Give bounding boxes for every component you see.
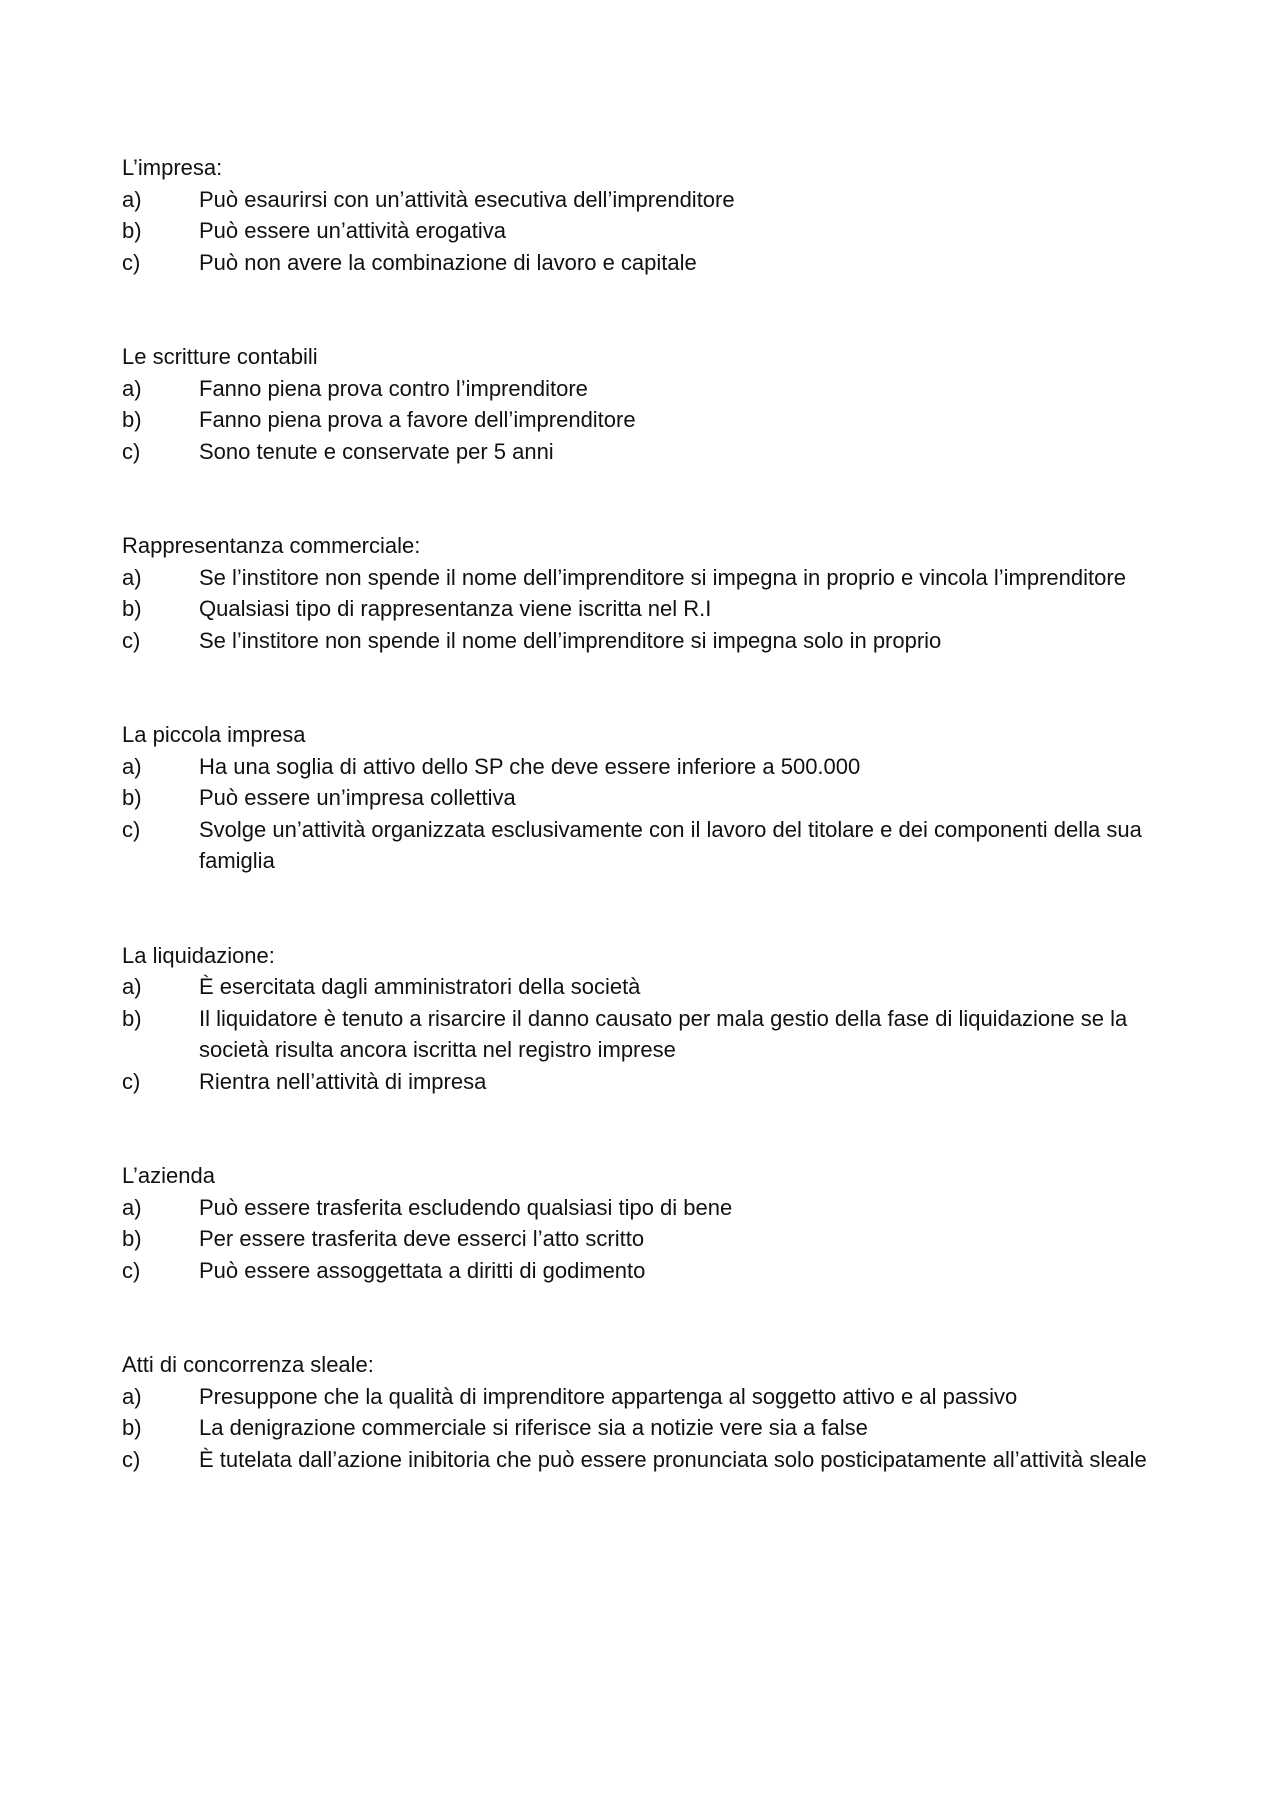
option-letter: a) (122, 375, 142, 401)
option-text: È esercitata dagli amministratori della società (199, 974, 641, 999)
option-b (122, 1412, 1162, 1444)
option-text: Ha una soglia di attivo dello SP che deve essere inferiore a 500.000 (199, 753, 861, 779)
option-letter: c) (122, 1446, 141, 1472)
option-a (122, 373, 1162, 405)
question-title: L’impresa: (122, 155, 223, 180)
option-text: Svolge un’attività organizzata esclusivamente con il lavoro del titolare e dei componenti della sua famiglia (199, 816, 1142, 873)
option-b (122, 1003, 1162, 1066)
option-text: Qualsiasi tipo di rappresentanza viene iscritta nel R.I (199, 596, 712, 621)
option-c (122, 1066, 1162, 1098)
option-a (122, 562, 1162, 594)
option-a (122, 184, 1162, 216)
option-letter: b) (122, 596, 142, 621)
option-letter: a) (122, 753, 142, 779)
option-b (122, 1223, 1162, 1255)
option-b (122, 782, 1162, 814)
question-concorrenza-sleale (122, 1349, 1162, 1475)
option-c (122, 625, 1162, 657)
option-letter: a) (122, 1194, 142, 1220)
option-b (122, 215, 1162, 247)
option-a (122, 971, 1162, 1003)
option-text: Per essere trasferita deve esserci l’atto scritto (199, 1226, 645, 1251)
question-rappresentanza-commerciale (122, 530, 1162, 656)
question-list (122, 152, 1162, 1538)
question-title: La liquidazione: (122, 942, 275, 968)
option-letter: c) (122, 249, 141, 275)
option-text: La denigrazione commerciale si riferisce sia a notizie vere sia a false (199, 1415, 868, 1440)
question-title: Le scritture contabili (122, 344, 318, 369)
option-a (122, 1192, 1162, 1224)
option-text: Il liquidatore è tenuto a risarcire il danno causato per mala gestio della fase di liquidazione se la società risulta ancora iscritta nel registro imprese (199, 1005, 1128, 1062)
option-letter: c) (122, 627, 141, 653)
option-text: Fanno piena prova contro l’imprenditore (199, 375, 588, 401)
option-letter: b) (122, 1415, 142, 1440)
option-letter: a) (122, 974, 142, 999)
option-c (122, 814, 1162, 877)
option-text: Presuppone che la qualità di imprenditore appartenga al soggetto attivo e al passivo (199, 1383, 1018, 1409)
option-text: Sono tenute e conservate per 5 anni (199, 438, 554, 464)
question-title: L’azienda (122, 1163, 215, 1188)
option-letter: b) (122, 407, 142, 432)
option-text: Può esaurirsi con un’attività esecutiva dell’imprenditore (199, 186, 735, 212)
option-text: Può essere un’attività erogativa (199, 218, 506, 243)
option-letter: c) (122, 816, 141, 842)
option-text: Fanno piena prova a favore dell’imprenditore (199, 407, 636, 432)
question-title: Atti di concorrenza sleale: (122, 1352, 374, 1377)
option-letter: b) (122, 1226, 142, 1251)
option-letter: c) (122, 1068, 141, 1094)
option-letter: a) (122, 186, 142, 212)
option-c (122, 1444, 1162, 1476)
option-b (122, 593, 1162, 625)
option-text: Se l’institore non spende il nome dell’imprenditore si impegna in proprio e vincola l’imprenditore (199, 564, 1126, 590)
option-text: Può essere trasferita escludendo qualsiasi tipo di bene (199, 1194, 733, 1220)
option-letter: a) (122, 564, 142, 590)
option-b (122, 404, 1162, 436)
option-text: Può essere un’impresa collettiva (199, 785, 516, 810)
option-letter: b) (122, 218, 142, 243)
option-c (122, 1255, 1162, 1287)
option-text: È tutelata dall’azione inibitoria che può essere pronunciata solo posticipatamente all’attività sleale (199, 1446, 1147, 1472)
question-scritture-contabili (122, 341, 1162, 467)
option-letter: b) (122, 785, 142, 810)
option-letter: a) (122, 1383, 142, 1409)
option-letter: c) (122, 1257, 141, 1283)
option-text: Può non avere la combinazione di lavoro e capitale (199, 249, 697, 275)
option-letter: b) (122, 1005, 142, 1031)
question-impresa (122, 152, 1162, 278)
question-piccola-impresa (122, 719, 1162, 877)
option-a (122, 751, 1162, 783)
option-text: Se l’institore non spende il nome dell’imprenditore si impegna solo in proprio (199, 627, 942, 653)
option-text: Rientra nell’attività di impresa (199, 1068, 487, 1094)
option-text: Può essere assoggettata a diritti di godimento (199, 1257, 646, 1283)
option-c (122, 436, 1162, 468)
question-title: La piccola impresa (122, 722, 306, 747)
question-liquidazione (122, 940, 1162, 1098)
option-letter: c) (122, 438, 141, 464)
question-title: Rappresentanza commerciale: (122, 533, 421, 558)
option-a (122, 1381, 1162, 1413)
option-c (122, 247, 1162, 279)
question-azienda (122, 1160, 1162, 1286)
